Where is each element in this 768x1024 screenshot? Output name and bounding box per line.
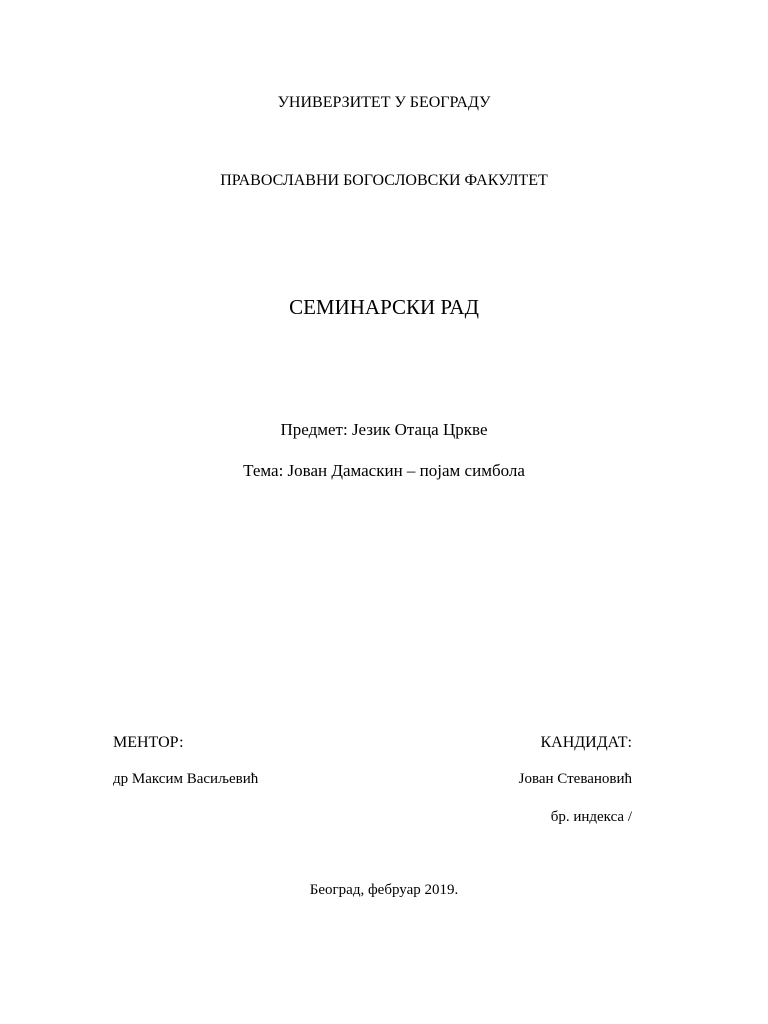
mentor-label: МЕНТОР: (113, 734, 184, 751)
mentor-name: др Максим Васиљевић (113, 771, 259, 787)
topic-line: Тема: Јован Дамаскин – појам симбола (243, 461, 525, 480)
index-number: бр. индекса / (550, 809, 632, 825)
candidate-name: Јован Стевановић (518, 771, 632, 787)
place-and-date: Београд, фебруар 2019. (309, 882, 459, 898)
faculty-name: ПРАВОСЛАВНИ БОГОСЛОВСКИ ФАКУЛТЕТ (220, 172, 548, 189)
subject-line: Предмет: Језик Отаца Цркве (280, 420, 488, 439)
document-type-title: СЕМИНАРСКИ РАД (289, 295, 479, 319)
university-name: УНИВЕРЗИТЕТ У БЕОГРАДУ (277, 94, 491, 111)
candidate-label: КАНДИДАТ: (540, 734, 632, 751)
